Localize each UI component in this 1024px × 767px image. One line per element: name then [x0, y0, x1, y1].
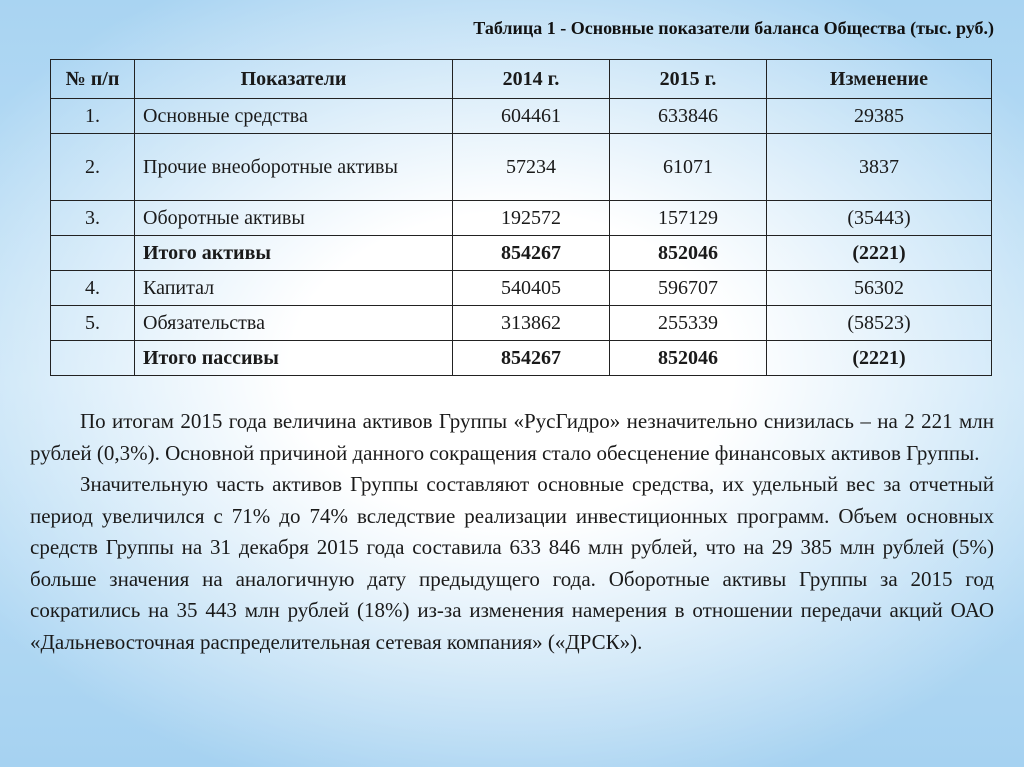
table-row-total-liabilities: [51, 341, 992, 376]
table-header-row: [51, 60, 992, 99]
table-row-total-assets: [51, 236, 992, 271]
row-name: Основные средства: [135, 99, 453, 134]
row-2014: 854267: [453, 341, 610, 376]
table-caption: Таблица 1 - Основные показатели баланса Общества (тыс. руб.): [473, 18, 994, 38]
row-number: [51, 341, 135, 376]
row-name: Обязательства: [135, 306, 453, 341]
row-number: 5.: [51, 306, 135, 341]
row-2015: 633846: [610, 99, 767, 134]
row-number: 1.: [51, 99, 135, 134]
row-2015: 852046: [610, 341, 767, 376]
table-row: [51, 306, 992, 341]
row-name: Итого пассивы: [135, 341, 453, 376]
row-2014: 57234: [453, 134, 610, 201]
body-text: [30, 406, 994, 658]
row-2015: 596707: [610, 271, 767, 306]
row-change: 29385: [767, 99, 992, 134]
row-change: (58523): [767, 306, 992, 341]
row-2014: 604461: [453, 99, 610, 134]
row-change: (35443): [767, 201, 992, 236]
header-change: Изменение: [767, 60, 992, 99]
row-name: Капитал: [135, 271, 453, 306]
row-2015: 157129: [610, 201, 767, 236]
row-change: 3837: [767, 134, 992, 201]
table-row: [51, 271, 992, 306]
row-number: 3.: [51, 201, 135, 236]
row-number: [51, 236, 135, 271]
row-2014: 313862: [453, 306, 610, 341]
row-change: (2221): [767, 236, 992, 271]
table-row: [51, 99, 992, 134]
row-change: 56302: [767, 271, 992, 306]
row-number: 4.: [51, 271, 135, 306]
row-2015: 852046: [610, 236, 767, 271]
header-2014: 2014 г.: [453, 60, 610, 99]
header-number: № п/п: [51, 60, 135, 99]
row-2015: 61071: [610, 134, 767, 201]
table-row: [51, 201, 992, 236]
row-2014: 854267: [453, 236, 610, 271]
table-row: [51, 134, 992, 201]
row-number: 2.: [51, 134, 135, 201]
row-2014: 192572: [453, 201, 610, 236]
header-2015: 2015 г.: [610, 60, 767, 99]
balance-table: [50, 59, 992, 376]
row-change: (2221): [767, 341, 992, 376]
row-2015: 255339: [610, 306, 767, 341]
header-indicator: Показатели: [135, 60, 453, 99]
row-name: Прочие внеоборотные активы: [135, 134, 453, 201]
paragraph-1: По итогам 2015 года величина активов Группы «РусГидро» незначительно снизилась – на 2 221 млн рублей (0,3%). Основной причиной данного сокращения стало обесценение финансовых активов Группы.: [30, 409, 994, 465]
row-name: Оборотные активы: [135, 201, 453, 236]
row-name: Итого активы: [135, 236, 453, 271]
paragraph-2: Значительную часть активов Группы составляют основные средства, их удельный вес за отчетный период увеличился с 71% до 74% вследствие реализации инвестиционных программ. Объем основных средств Группы на 31 декабря 2015 года составила 633 846 млн рублей, что на 29 385 млн рублей (5%) больше значения на аналогичную дату предыдущего года. Оборотные активы Группы за 2015 год сократились на 35 443 млн рублей (18%) из-за изменения намерения в отношении передачи акций ОАО «Дальневосточная распределительная сетевая компания» («ДРСК»).: [30, 472, 994, 654]
row-2014: 540405: [453, 271, 610, 306]
